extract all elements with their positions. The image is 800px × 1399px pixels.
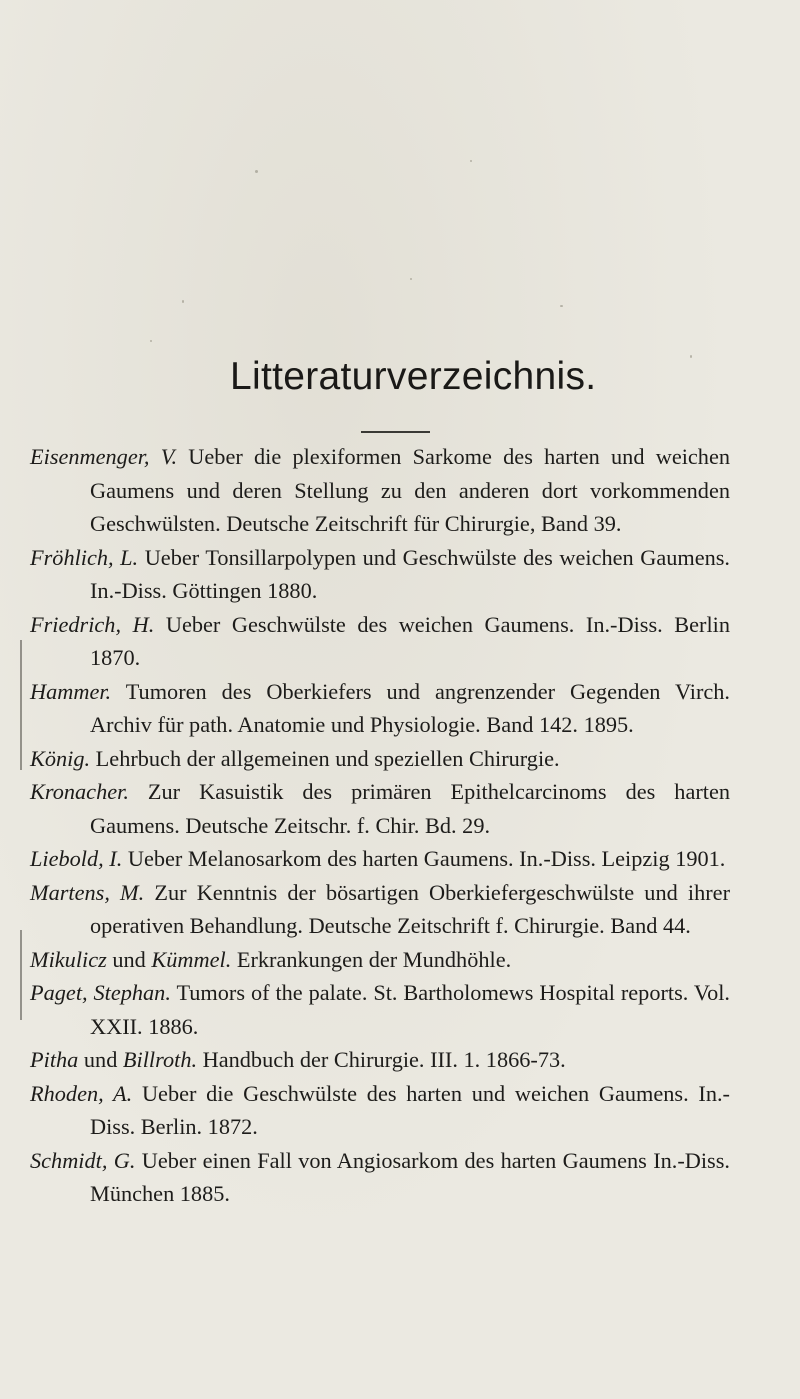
entry-text: Ueber Geschwülste des weichen Gaumens. In.-Diss. Berlin 1870. <box>90 611 731 670</box>
entry-author: Rhoden, A. <box>30 1080 133 1106</box>
bibliography-entry <box>30 976 730 1043</box>
entry-conjunction: und <box>83 1047 118 1072</box>
print-speck <box>182 300 184 303</box>
page-title: Litteraturverzeichnis. <box>230 355 597 398</box>
bibliography-entry <box>30 1144 730 1211</box>
entry-text: Zur Kenntnis der bösartigen Oberkiefergeschwülste und ihrer operativen Behandlung. Deutsche Zeitschrift f. Chirurgie. Band 44. <box>90 879 730 938</box>
entry-author: Kronacher. <box>30 779 129 804</box>
print-speck <box>690 355 692 358</box>
bibliography-entry <box>30 842 730 876</box>
entry-text: Ueber die Geschwülste des harten und weichen Gaumens. In.-Diss. Berlin. 1872. <box>90 1080 730 1139</box>
bibliography-entry <box>30 1077 730 1144</box>
entry-text: Ueber Tonsillarpolypen und Geschwülste des weichen Gaumens. In.-Diss. Göttingen 1880. <box>90 544 731 603</box>
bibliography-entry <box>30 541 730 608</box>
entry-text: Tumoren des Oberkiefers und angrenzender Gegenden Virch. Archiv für path. Anatomie und Physiologie. Band 142. 1895. <box>90 678 730 737</box>
entry-author: Friedrich, H. <box>30 611 155 637</box>
entry-text: Erkrankungen der Mundhöhle. <box>236 946 512 972</box>
entry-text: Tumors of the palate. St. Bartholomews Hospital reports. Vol. XXII. 1886. <box>90 980 731 1039</box>
bibliography-entry <box>30 876 730 943</box>
bibliography-entry <box>30 1043 730 1077</box>
entry-text: Ueber einen Fall von Angiosarkom des harten Gaumens In.-Diss. München 1885. <box>90 1147 730 1206</box>
entry-author: Mikulicz <box>30 946 107 972</box>
bibliography-entry <box>30 608 730 675</box>
print-speck <box>150 340 152 342</box>
entry-author: Fröhlich, L. <box>30 544 139 570</box>
bibliography-entry <box>30 943 730 977</box>
bibliography-entry <box>30 675 730 742</box>
entry-author-second: Billroth. <box>122 1047 198 1072</box>
bibliography-entry <box>30 440 730 541</box>
entry-text: Handbuch der Chirurgie. III. 1. 1866-73. <box>202 1047 566 1072</box>
print-speck <box>470 160 472 162</box>
print-speck <box>255 170 258 173</box>
entry-author: König. <box>30 745 91 771</box>
entry-author: Paget, Stephan. <box>30 980 171 1005</box>
bibliography-list <box>30 440 730 1211</box>
entry-author: Pitha <box>30 1047 79 1072</box>
print-speck <box>560 305 563 307</box>
title-divider <box>361 431 430 433</box>
entry-author: Schmidt, G. <box>30 1147 136 1173</box>
margin-mark <box>20 930 22 1020</box>
entry-author: Liebold, I. <box>30 846 123 871</box>
entry-author: Hammer. <box>30 678 112 704</box>
bibliography-entry <box>30 775 730 842</box>
entry-conjunction: und <box>112 946 146 972</box>
entry-text: Ueber die plexiformen Sarkome des harten und weichen Gaumens und deren Stellung zu den anderen dort vorkommenden Geschwülsten. Deutsche Zeitschrift für Chirurgie, Band 39. <box>90 444 730 536</box>
entry-author: Eisenmenger, V. <box>30 444 178 469</box>
entry-author: Martens, M. <box>30 879 145 905</box>
entry-text: Ueber Melanosarkom des harten Gaumens. In.-Diss. Leipzig 1901. <box>127 846 726 871</box>
entry-text: Zur Kasuistik des primären Epithelcarcinoms des harten Gaumens. Deutsche Zeitschr. f. Chir. Bd. 29. <box>90 779 731 838</box>
entry-author-second: Kümmel. <box>151 946 232 972</box>
margin-mark <box>20 640 22 770</box>
bibliography-entry <box>30 742 730 776</box>
entry-text: Lehrbuch der allgemeinen und speziellen Chirurgie. <box>95 745 560 771</box>
print-speck <box>410 278 412 280</box>
